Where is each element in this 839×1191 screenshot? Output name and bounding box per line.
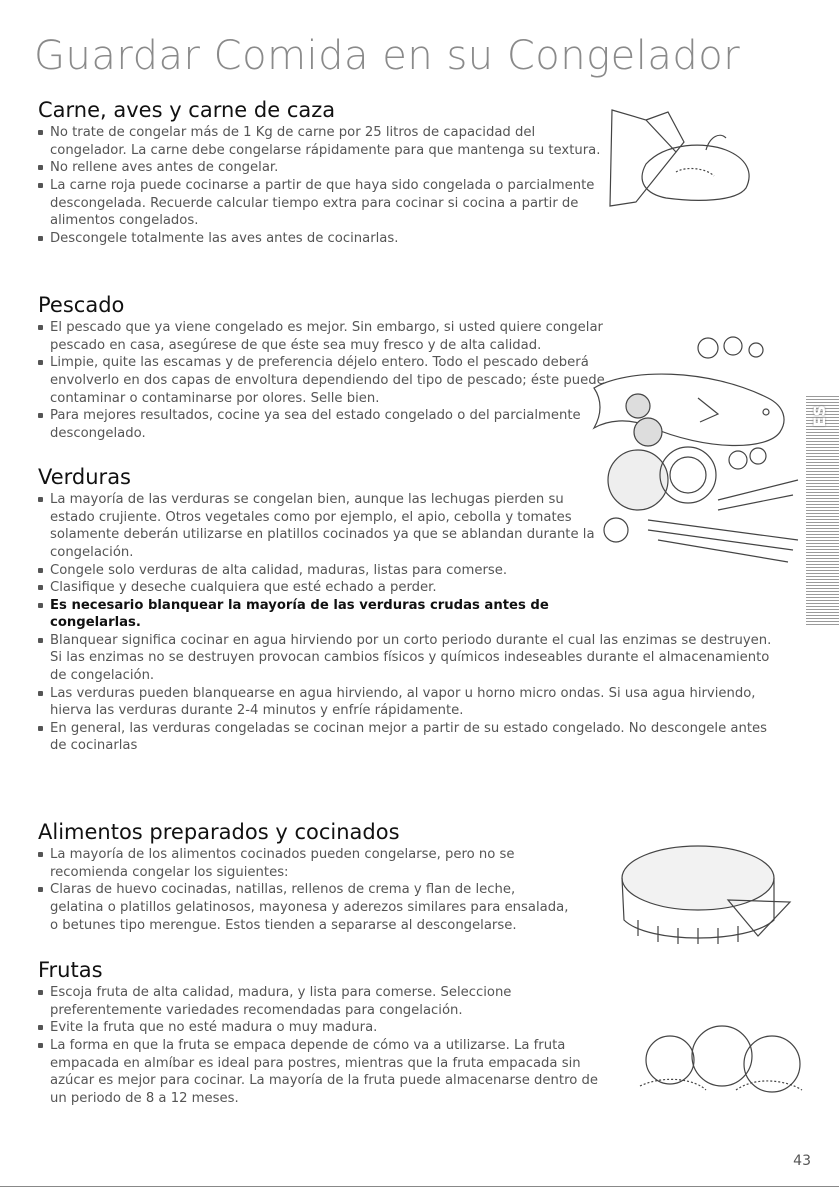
list-item: La carne roja puede cocinarse a partir de que haya sido congelada o parcialmente descongelada. Recuerde calcular tiempo extra para cocinar si cocina a partir de alimentos congelados. — [38, 177, 615, 230]
section-fruit — [38, 958, 738, 1107]
list-item: Blanquear significa cocinar en agua hirviendo por un corto periodo durante el cual las enzimas se destruyen. Si las enzimas no se destruyen provocan cambios físicos y químicos indeseables durante el almacenamiento de congelación. — [38, 632, 772, 685]
section-heading: Verduras — [38, 465, 132, 489]
list-item: Congele solo verduras de alta calidad, maduras, listas para comerse. — [38, 562, 598, 580]
list-item: Evite la fruta que no esté madura o muy madura. — [38, 1019, 610, 1037]
list-item: Claras de huevo cocinadas, natillas, rellenos de crema y flan de leche, gelatina o platillos gelatinosos, mayonesa y aderezos similares para ensalada, o betunes tipo merengue. Estos tienden a separarse al descongelarse. — [38, 881, 570, 934]
pie-illustration — [618, 840, 793, 952]
divider — [0, 1186, 839, 1187]
list-item: La mayoría de los alimentos cocinados pueden congelarse, pero no se recomienda congelar los siguientes: — [38, 846, 570, 881]
list-item: En general, las verduras congeladas se cocinan mejor a partir de su estado congelado. No descongele antes de cocinarlas — [38, 720, 772, 755]
fruit-illustration — [636, 1010, 806, 1106]
list-item: La forma en que la fruta se empaca depende de cómo va a utilizarse. La fruta empacada en almíbar es ideal para postres, mientras que la fruta empacada sin azúcar es mejor para cocinar. La mayoría de la fruta puede almacenarse dentro de un periodo de 8 a 12 meses. — [38, 1037, 610, 1107]
language-tab — [806, 395, 839, 625]
section-heading: Frutas — [38, 958, 103, 982]
list-item: No rellene aves antes de congelar. — [38, 159, 615, 177]
list-item: Escoja fruta de alta calidad, madura, y lista para comerse. Seleccione preferentemente variedades recomendadas para congelación. — [38, 984, 610, 1019]
language-tab-label: ES — [810, 405, 829, 428]
list-item: La mayoría de las verduras se congelan bien, aunque las lechugas pierden su estado crujiente. Otros vegetales como por ejemplo, el apio, cebolla y tomates solamente deberán utilizarse en platillos cocinados ya que se ablandan durante la congelación. — [38, 491, 598, 561]
section-heading: Alimentos preparados y cocinados — [38, 820, 400, 844]
section-heading: Carne, aves y carne de caza — [38, 98, 336, 122]
page-number: 43 — [793, 1153, 811, 1169]
page-title: Guardar Comida en su Congelador — [34, 33, 741, 79]
poultry-illustration — [606, 102, 758, 210]
section-heading: Pescado — [38, 293, 125, 317]
list-item: Es necesario blanquear la mayoría de las verduras crudas antes de congelarlas. — [38, 597, 610, 632]
vegetables-illustration — [588, 440, 803, 570]
list-item: Clasifique y deseche cualquiera que esté echado a perder. — [38, 579, 598, 597]
list-item: El pescado que ya viene congelado es mejor. Sin embargo, si usted quiere congelar pescado en casa, asegúrese de que éste sea muy fresco y de alta calidad. — [38, 319, 610, 354]
list-item: Para mejores resultados, cocine ya sea del estado congelado o del parcialmente descongelado. — [38, 407, 610, 442]
list-item: Limpie, quite las escamas y de preferencia déjelo entero. Todo el pescado deberá envolverlo en dos capas de envoltura dependiendo del tipo de pescado; éste puede contaminar o contaminarse por olores. Selle bien. — [38, 354, 610, 407]
list-item: No trate de congelar más de 1 Kg de carne por 25 litros de capacidad del congelador. La carne debe congelarse rápidamente para que mantenga su textura. — [38, 124, 615, 159]
bullet-list — [38, 984, 738, 1107]
list-item: Las verduras pueden blanquearse en agua hirviendo, al vapor u horno micro ondas. Si usa agua hirviendo, hierva las verduras durante 2-4 minutos y enfríe rápidamente. — [38, 685, 772, 720]
list-item: Descongele totalmente las aves antes de cocinarlas. — [38, 230, 615, 248]
